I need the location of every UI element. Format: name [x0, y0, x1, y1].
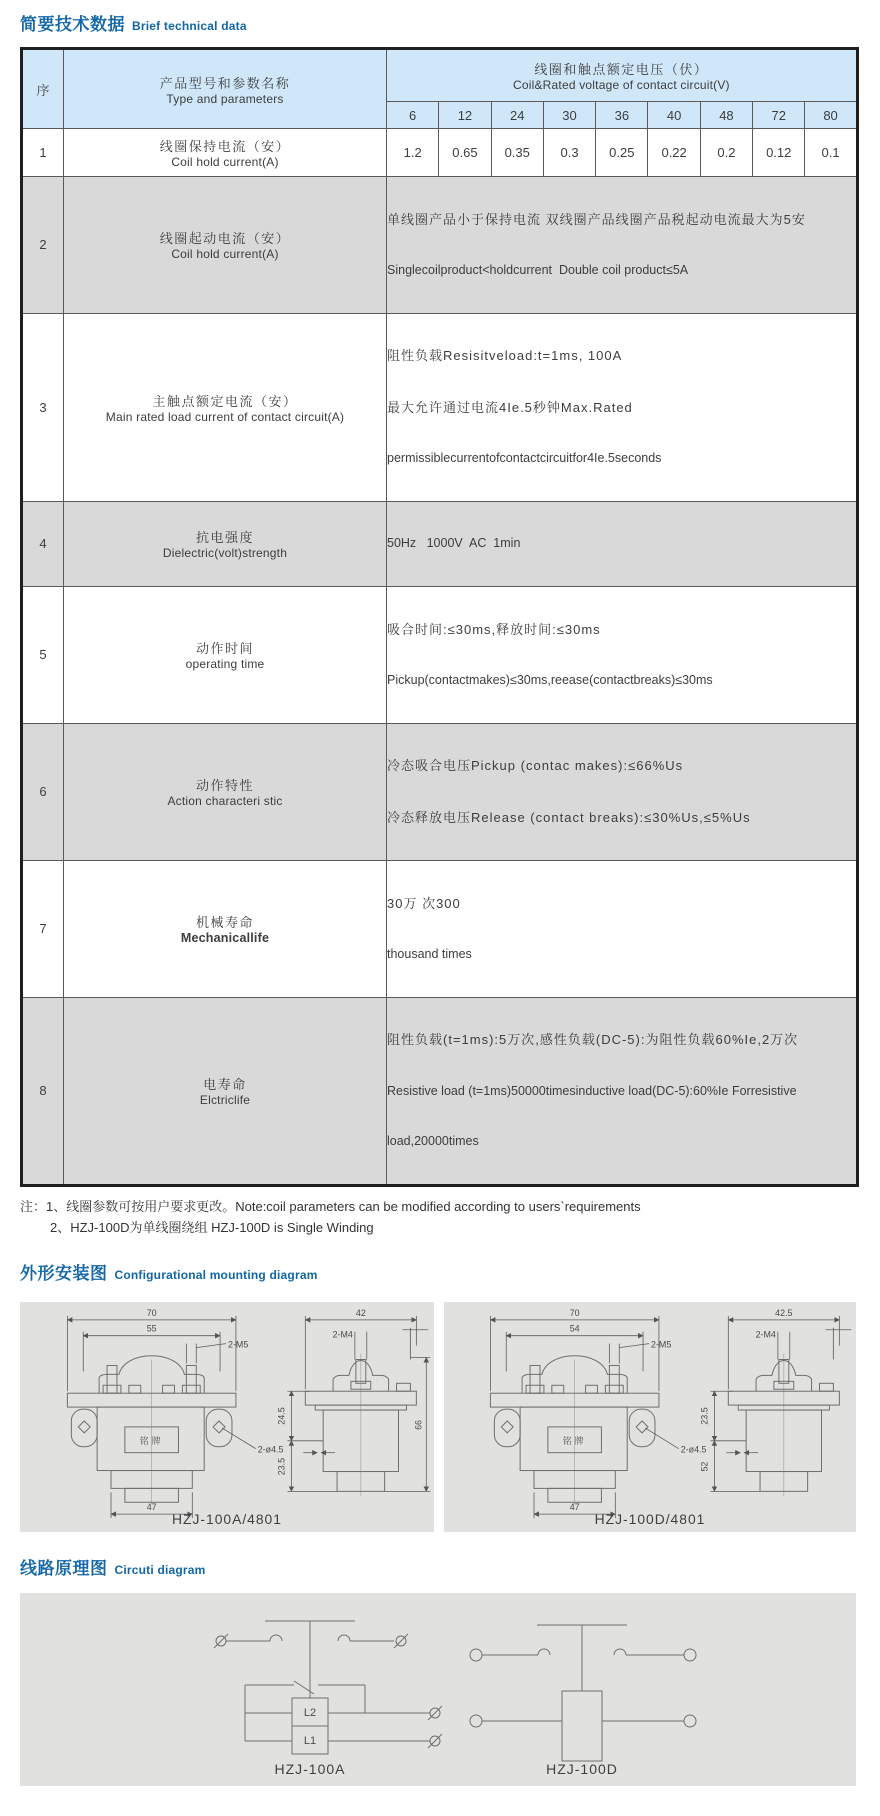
- dim-front-holes: 2-ø4.5: [680, 1444, 707, 1455]
- voltage-80: 80: [805, 102, 857, 129]
- circuit-caption-hzj100d: HZJ-100D: [546, 1760, 618, 1777]
- dim-front-screws: 2-M5: [227, 1339, 249, 1350]
- dim-side-height-total: 66: [413, 1419, 424, 1430]
- col-header-type-zh: 产品型号和参数名称: [159, 75, 291, 91]
- col-header-type: [64, 49, 387, 129]
- row-name-zh: 动作时间: [195, 641, 254, 657]
- cell-text: [387, 861, 858, 998]
- row-name-zh: 动作特性: [195, 778, 254, 794]
- mounting-drawing-hzj100a: [20, 1302, 434, 1532]
- side-view: [277, 1308, 431, 1496]
- row-seq: 7: [22, 861, 64, 998]
- section-title-circuit: [20, 1554, 858, 1579]
- voltage-24: 24: [491, 102, 543, 129]
- mounting-caption-hzj100a: HZJ-100A/4801: [172, 1510, 282, 1527]
- voltage-40: 40: [648, 102, 700, 129]
- mounting-panel-hzj100d: [444, 1302, 856, 1532]
- side-view: [700, 1308, 852, 1496]
- dim-side-height-upper: 23.5: [699, 1407, 710, 1425]
- cell-text-line: 冷态吸合电压Pickup (contac makes):≤66%Us: [387, 758, 684, 774]
- row-seq: 4: [22, 501, 64, 586]
- dim-front-base-width: 47: [569, 1502, 580, 1513]
- cell-text-line: Pickup(contactmakes)≤30ms,reease(contactbreaks)≤30ms: [387, 673, 713, 688]
- col-header-type-en: Type and parameters: [166, 91, 284, 106]
- cell-value: 0.3: [543, 129, 595, 177]
- col-header-voltage: [387, 49, 858, 102]
- row-name-en: Elctriclife: [199, 1093, 251, 1108]
- section-title-technical-zh: 简要技术数据: [20, 15, 125, 34]
- cell-value: 0.1: [805, 129, 857, 177]
- mounting-caption-hzj100d: HZJ-100D/4801: [594, 1510, 706, 1527]
- cell-value: 0.2: [700, 129, 752, 177]
- row-name-en: Coil hold current(A): [171, 155, 279, 169]
- dim-front-screws: 2-M5: [650, 1339, 672, 1350]
- cell-value: 0.25: [596, 129, 648, 177]
- cell-value: 0.35: [491, 129, 543, 177]
- cell-text-line: permissiblecurrentofcontactcircuitfor4Ie.5seconds: [387, 451, 662, 466]
- dim-side-height-upper: 24.5: [276, 1407, 287, 1425]
- row-name-zh: 线圈保持电流（安）: [159, 139, 291, 154]
- dim-front-outer-width: 70: [569, 1307, 580, 1318]
- cell-text-line: 单线圈产品小于保持电流 双线圈产品线圈产品税起动电流最大为5安: [387, 211, 806, 227]
- cell-text-line: thousand times: [387, 947, 472, 962]
- table-notes: [20, 1196, 858, 1239]
- table-row: [22, 587, 858, 724]
- voltage-12: 12: [439, 102, 491, 129]
- row-name-zh: 电寿命: [203, 1077, 247, 1093]
- section-title-mounting-zh: 外形安装图: [20, 1263, 108, 1283]
- row-seq: 1: [22, 129, 64, 177]
- row-name-en: Mechanicallife: [180, 931, 270, 946]
- row-name-en: operating time: [185, 657, 265, 672]
- row-name: [64, 501, 387, 586]
- dim-front-outer-width: 70: [146, 1307, 157, 1318]
- row-name: [64, 723, 387, 860]
- cell-text-line: 最大允许通过电流4Ie.5秒钟Max.Rated: [387, 399, 633, 415]
- row-name-zh: 机械寿命: [195, 915, 254, 931]
- row-name: [64, 177, 387, 314]
- cell-value: 0.65: [439, 129, 491, 177]
- row-name-zh: 主触点额定电流（安）: [152, 393, 298, 409]
- row-seq: 6: [22, 723, 64, 860]
- voltage-72: 72: [753, 102, 805, 129]
- row-name-en: Main rated load current of contact circuit(A): [105, 409, 345, 424]
- row-seq: 5: [22, 587, 64, 724]
- coil-label-l2: L2: [303, 1706, 317, 1719]
- circuit-drawing: [20, 1593, 856, 1786]
- row-name: [64, 861, 387, 998]
- table-row: [22, 177, 858, 314]
- section-title-circuit-zh: 线路原理图: [20, 1558, 108, 1578]
- row-seq: 3: [22, 313, 64, 501]
- cell-text: [387, 997, 858, 1185]
- nameplate-label: 铭牌: [139, 1435, 164, 1446]
- cell-text-line: 吸合时间:≤30ms,释放时间:≤30ms: [387, 621, 601, 637]
- voltage-36: 36: [596, 102, 648, 129]
- section-title-mounting: [20, 1259, 858, 1284]
- row-name: [64, 997, 387, 1185]
- row-name-en: Dielectric(volt)strength: [162, 546, 288, 561]
- col-header-voltage-en: Coil&Rated voltage of contact circuit(V): [513, 78, 730, 92]
- mounting-drawing-hzj100d: [444, 1302, 856, 1532]
- voltage-30: 30: [543, 102, 595, 129]
- dim-side-height-lower: 52: [699, 1461, 710, 1472]
- section-title-technical: [20, 10, 858, 35]
- dim-side-screws: 2-M4: [755, 1329, 776, 1340]
- cell-text: [387, 313, 858, 501]
- cell-text: [387, 177, 858, 314]
- cell-text-line: 冷态释放电压Release (contact breaks):≤30%Us,≤5%Us: [387, 809, 751, 825]
- col-header-seq: 序: [22, 49, 64, 129]
- row-name-zh: 抗电强度: [195, 530, 254, 546]
- front-view: [490, 1308, 706, 1518]
- cell-text-line: load,20000times: [387, 1134, 479, 1149]
- table-row: [22, 129, 858, 177]
- cell-text-line: 阻性负载(t=1ms):5万次,感性负载(DC-5):为阻性负载60%Ie,2万次: [387, 1032, 799, 1048]
- circuit-hzj100a: [214, 1621, 442, 1777]
- dim-front-inner-width: 55: [146, 1323, 157, 1334]
- cell-text-line: Resistive load (t=1ms)50000timesinductive load(DC-5):60%Ie Forresistive: [387, 1083, 797, 1098]
- cell-text-line: Singlecoilproduct<holdcurrent Double coil product≤5A: [387, 263, 689, 278]
- table-row: [22, 723, 858, 860]
- cell-text: [387, 501, 858, 586]
- dim-front-holes: 2-ø4.5: [257, 1444, 284, 1455]
- dim-front-base-width: 47: [146, 1502, 157, 1513]
- row-seq: 8: [22, 997, 64, 1185]
- cell-text: [387, 587, 858, 724]
- front-view: [67, 1308, 283, 1518]
- row-name: [64, 587, 387, 724]
- row-name: [64, 129, 387, 177]
- circuit-panel: [20, 1593, 856, 1786]
- table-row: [22, 313, 858, 501]
- voltage-48: 48: [700, 102, 752, 129]
- dim-side-top-width: 42.5: [775, 1307, 793, 1318]
- cell-text-line: 阻性负载Resisitveload:t=1ms, 100A: [387, 348, 623, 364]
- coil-label-l1: L1: [303, 1734, 317, 1747]
- row-name: [64, 313, 387, 501]
- cell-value: 0.22: [648, 129, 700, 177]
- note-line-1: 注：1、线圈参数可按用户要求更改。Note:coil parameters can be modified according to users`requirements: [20, 1199, 641, 1214]
- section-title-mounting-en: Configurational mounting diagram: [114, 1267, 318, 1282]
- cell-text-line: 30万 次300: [387, 895, 461, 911]
- row-name-en: Coil hold current(A): [171, 247, 279, 262]
- mounting-panels: [20, 1302, 858, 1532]
- mounting-panel-hzj100a: [20, 1302, 434, 1532]
- circuit-caption-hzj100a: HZJ-100A: [274, 1760, 346, 1777]
- section-title-technical-en: Brief technical data: [132, 19, 247, 33]
- cell-text: [387, 723, 858, 860]
- table-row: [22, 997, 858, 1185]
- note-line-2: 2、HZJ-100D为单线圈绕组 HZJ-100D is Single Winding: [50, 1220, 374, 1236]
- dim-side-top-width: 42: [355, 1307, 366, 1318]
- section-title-circuit-en: Circuti diagram: [114, 1562, 206, 1577]
- cell-text-line: 50Hz 1000V AC 1min: [387, 536, 521, 551]
- row-name-en: Action characteri stic: [167, 794, 283, 809]
- row-seq: 2: [22, 177, 64, 314]
- circuit-hzj100d: [470, 1625, 696, 1777]
- cell-value: 1.2: [387, 129, 439, 177]
- col-header-voltage-zh: 线圈和触点额定电压（伏）: [534, 62, 709, 77]
- row-name-zh: 线圈起动电流（安）: [159, 231, 291, 247]
- dim-side-screws: 2-M4: [332, 1329, 353, 1340]
- dim-front-inner-width: 54: [569, 1323, 580, 1334]
- technical-data-table: [20, 47, 859, 1187]
- dim-side-height-lower: 23.5: [276, 1457, 287, 1476]
- voltage-6: 6: [387, 102, 439, 129]
- nameplate-label: 铭牌: [562, 1435, 587, 1446]
- table-row: [22, 501, 858, 586]
- table-row: [22, 861, 858, 998]
- cell-value: 0.12: [753, 129, 805, 177]
